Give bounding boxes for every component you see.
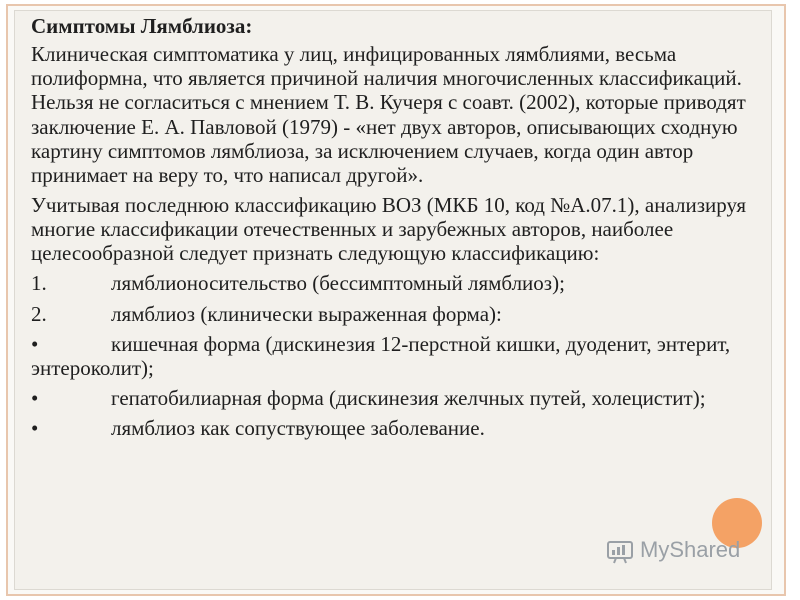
list-marker: • bbox=[31, 385, 39, 410]
list-item bbox=[31, 416, 761, 440]
paragraph-classification: Учитывая последнюю классификацию ВОЗ (МКБ 10, код №А.07.1), анализируя многие классификации отечественных и зарубежных авторов, наиболее целесообразной следует признать следующую классификацию: bbox=[31, 192, 747, 266]
list-item-text: кишечная форма (дискинезия 12-перстной кишки, дуоденит, энтерит, энтероколит); bbox=[31, 331, 731, 380]
list-item bbox=[31, 332, 761, 380]
list-item-text: лямблионосительство (бессимптомный лямблиоз); bbox=[111, 271, 565, 296]
list-marker: 2. bbox=[31, 301, 47, 326]
paragraph-clinical: Клиническая симптоматика у лиц, инфицированных лямблиями, весьма полиформна, что является причиной наличия многочисленных классификаций. Нельзя не согласиться с мнением Т. В. Кучеря с соавт. (2002), которые приводят заключение Е. А. Павловой (1979) - «нет двух авторов, описывающих сходную картину симптомов лямблиоза, за исключением случаев, когда один автор принимает на веру то, что написал другой». bbox=[31, 42, 746, 187]
watermark-logo bbox=[606, 536, 740, 564]
list-marker: • bbox=[31, 416, 39, 441]
list-marker: 1. bbox=[31, 271, 47, 296]
watermark-text: MyShared bbox=[640, 537, 741, 562]
list-item bbox=[31, 302, 761, 326]
list-item-text: лямблиоз (клинически выраженная форма): bbox=[111, 301, 502, 326]
list-item bbox=[31, 271, 761, 295]
slide-title: Симптомы Лямблиоза: bbox=[31, 14, 253, 38]
slide-content bbox=[31, 14, 761, 446]
list-item bbox=[31, 386, 761, 410]
list-marker: • bbox=[31, 331, 39, 356]
list-item-text: гепатобилиарная форма (дискинезия желчных путей, холецистит); bbox=[111, 385, 706, 410]
myshared-logo-icon bbox=[606, 536, 634, 564]
list-item-text: лямблиоз как сопуствующее заболевание. bbox=[111, 416, 485, 441]
